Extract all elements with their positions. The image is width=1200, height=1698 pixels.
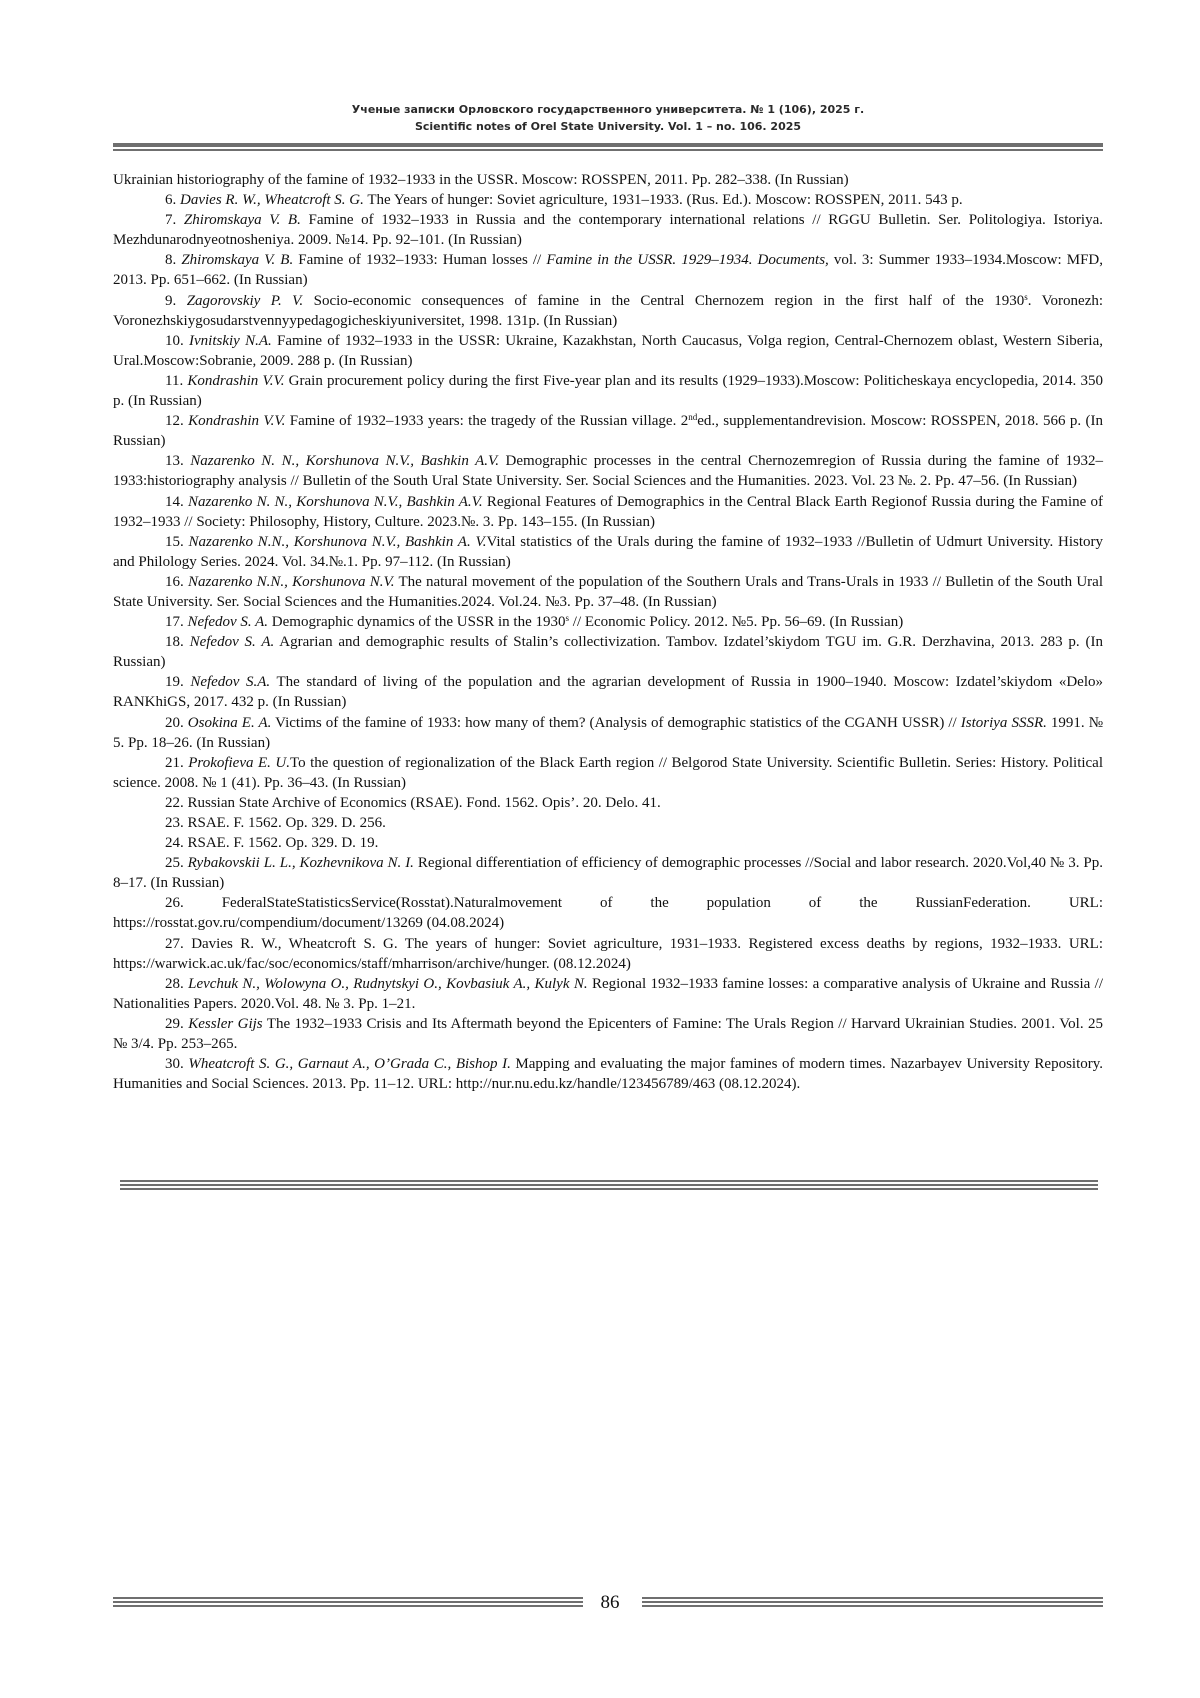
reference-item <box>113 411 1103 451</box>
reference-number: 6. <box>165 192 180 209</box>
reference-text: Russian State Archive of Economics (RSAE). Fond. 1562. Opis’. 20. Delo. 41. <box>187 794 661 811</box>
reference-superscript: s <box>1024 291 1028 302</box>
reference-author: Nefedov S. A. <box>189 634 275 651</box>
reference-author: Zhiromskaya V. B. <box>183 212 301 229</box>
reference-text: Mapping and evaluating the major famines of modern times. Nazarbayev University Repository. Humanities and Social Sciences. 2013. Pp. 11–12. URL: http://nur.nu.edu.kz/handle/123456789/463 (08.12.2024). <box>113 1056 1104 1093</box>
reference-number: 14. <box>165 493 188 510</box>
reference-text: FederalStateStatisticsService(Rosstat).Naturalmovement of the population of the RussianFederation. URL: https://rosstat.gov.ru/compendium/document/13269 (04.08.2024) <box>113 895 1104 932</box>
journal-header <box>113 101 1103 135</box>
reference-item <box>113 291 1103 331</box>
reference-author: Nazarenko N. N., Korshunova N.V., Bashkin A.V. <box>187 493 483 510</box>
reference-text: RSAE. F. 1562. Op. 329. D. 19. <box>187 835 379 852</box>
reference-text: Regional Features of Demographics in the Central Black Earth Regionof Russia during the Famine of 1932–1933 // Society: Philosophy, History, Culture. 2023.№. 3. Pp. 143–155. (In Russian) <box>113 493 1103 530</box>
reference-item <box>113 1014 1103 1054</box>
reference-item <box>113 612 1103 632</box>
reference-item <box>113 934 1103 974</box>
page-number: 86 <box>600 1592 620 1613</box>
reference-number: 19. <box>165 674 191 691</box>
reference-text: RSAE. F. 1562. Op. 329. D. 256. <box>187 815 386 831</box>
reference-text: 1991. № 5. Pp. 18–26. (In Russian) <box>113 714 1103 751</box>
reference-text: The 1932–1933 Crisis and Its Aftermath beyond the Epicenters of Famine: The Urals Region // Harvard Ukrainian Studies. 2001. Vol. 25 № 3/4. Pp. 253–265. <box>113 1015 1104 1053</box>
reference-superscript: nd <box>688 412 698 423</box>
reference-text: The Years of hunger: Soviet agriculture, 1931–1933. (Rus. Ed.). Moscow: ROSSPEN, 2011. 543 p. <box>363 192 963 209</box>
reference-author: Nefedov S. A. <box>187 614 269 631</box>
reference-number: 17. <box>165 614 188 631</box>
reference-item <box>113 833 1103 853</box>
reference-author: Rybakovskii L. L., Kozhevnikova N. I. <box>187 855 414 872</box>
reference-number: 7. <box>165 212 184 229</box>
reference-number: 10. <box>165 332 190 349</box>
reference-item <box>113 753 1103 793</box>
reference-author: Istoriya SSSR. <box>960 714 1047 731</box>
reference-text: Famine of 1932–1933 in the USSR: Ukraine, Kazakhstan, North Caucasus, Volga region, Central-Chernozem oblast, Western Siberia, Ural.Moscow:Sobranie, 2009. 288 p. (In Russian) <box>113 332 1103 369</box>
reference-text: Victims of the famine of 1933: how many of them? (Analysis of demographic statistics of the CGANH USSR) // <box>271 714 961 731</box>
reference-item <box>113 371 1103 411</box>
reference-number: 26. <box>165 895 222 912</box>
reference-number: 28. <box>165 975 189 992</box>
reference-item <box>113 210 1103 250</box>
reference-number: 27. <box>165 935 192 952</box>
reference-number: 20. <box>165 714 188 731</box>
reference-text: Regional differentiation of efficiency of demographic processes //Social and labor research. 2020.Vol,40 № 3. Pp. 8–17. (In Russian) <box>113 855 1103 892</box>
reference-item <box>113 331 1103 371</box>
reference-list <box>113 170 1103 1094</box>
reference-text: Regional 1932–1933 famine losses: a comparative analysis of Ukraine and Russia // Nationalities Papers. 2020.Vol. 48. № 3. Pp. 1–21. <box>113 975 1104 1012</box>
journal-title-russian: Ученые записки Орловского государственного университета. № 1 (106), 2025 г. <box>351 103 865 116</box>
reference-number: 9. <box>165 292 187 309</box>
header-rule <box>113 143 1103 149</box>
reference-item <box>113 492 1103 532</box>
reference-number: 11. <box>165 372 188 389</box>
reference-author: Davies R. W., Wheatcroft S. G. <box>180 192 364 209</box>
footer-rule-left <box>113 1597 583 1607</box>
reference-author: Osokina E. A. <box>187 714 272 731</box>
reference-text: // Economic Policy. 2012. №5. Pp. 56–69. (In Russian) <box>569 614 904 631</box>
reference-author: Zagorovskiy P. V. <box>186 292 304 309</box>
reference-author: Kondrashin V.V. <box>188 413 286 430</box>
reference-text: The natural movement of the population of the Southern Urals and Trans-Urals in 1933 // Bulletin of the South Ural State University. Ser. Social Sciences and the Humanities.2024. Vol.24. №3. Pp. 37–48. (In Russian) <box>113 573 1103 610</box>
reference-number: 25. <box>165 855 188 872</box>
reference-number: 8. <box>165 252 182 269</box>
reference-author: Nazarenko N.N., Korshunova N.V. <box>188 573 395 590</box>
reference-author: Zhiromskaya V. B. <box>181 252 294 269</box>
section-end-rule <box>120 1180 1098 1186</box>
reference-text: Davies R. W., Wheatcroft S. G. The years of hunger: Soviet agriculture, 1931–1933. Registered excess deaths by regions, 1932–1933. URL: https://warwick.ac.uk/fac/soc/economics/staff/mharrison/archive/hunger. (08.12.2024) <box>113 935 1104 972</box>
reference-text: Famine of 1932–1933 in Russia and the contemporary international relations // RGGU Bulletin. Ser. Politologiya. Istoriya. Mezhdunarodnyeotnosheniya. 2009. №14. Pp. 92–101. (In Russian) <box>113 212 1103 249</box>
reference-text: . Voronezh: Voronezhskiygosudarstvennyypedagogicheskiyuniversitet, 1998. 131p. (In Russian) <box>113 292 1104 329</box>
reference-text: The standard of living of the population and the agrarian development of Russia in 1900–1940. Moscow: Izdatel’skiydom «Delo» RANKhiGS, 2017. 432 p. (In Russian) <box>113 674 1104 711</box>
reference-text: Socio-economic consequences of famine in the Central Chernozem region in the first half of the 1930 <box>303 292 1025 309</box>
reference-text: Famine of 1932–1933: Human losses // <box>293 252 547 269</box>
reference-number: 16. <box>165 573 188 590</box>
reference-author: Levchuk N., Wolowyna O., Rudnytskyi O., Kovbasiuk A., Kulyk N. <box>188 975 588 992</box>
reference-item <box>113 250 1103 290</box>
reference-item <box>113 1054 1103 1094</box>
reference-text: Agrarian and demographic results of Stalin’s collectivization. Tambov. Izdatel’skiydom TGU im. G.R. Derzhavina, 2013. 283 p. (In Russian) <box>113 634 1103 671</box>
reference-item <box>113 170 1103 190</box>
reference-item <box>113 813 1103 833</box>
reference-author: Nazarenko N. N., Korshunova N.V., Bashkin A.V. <box>190 453 499 470</box>
reference-text: Vital statistics of the Urals during the famine of 1932–1933 //Bulletin of Udmurt University. History and Philology Series. 2024. Vol. 34.№.1. Pp. 97–112. (In Russian) <box>113 533 1104 570</box>
reference-number: 30. <box>165 1056 189 1073</box>
reference-item <box>113 632 1103 672</box>
reference-number: 24. <box>165 835 188 852</box>
reference-number: 12. <box>165 413 189 430</box>
reference-author: Ivnitskiy N.A. <box>189 332 272 349</box>
reference-item <box>113 672 1103 712</box>
reference-author: Famine in the USSR. 1929–1934. Documents, <box>546 252 829 269</box>
reference-text: ed., supplementandrevision. Moscow: ROSSPEN, 2018. 566 p. (In Russian) <box>113 413 1103 450</box>
reference-superscript: s <box>565 613 570 624</box>
reference-number: 23. <box>165 815 188 831</box>
reference-number: 22. <box>165 794 188 811</box>
reference-number: 29. <box>165 1015 189 1032</box>
reference-number: 18. <box>165 634 190 651</box>
reference-text: Demographic processes in the central Chernozemregion of Russia during the famine of 1932–1933:historiography analysis // Bulletin of the South Ural State University. Ser. Social Sciences and the Humanities. 2023. Vol. 23 №. 2. Pp. 47–56. (In Russian) <box>113 453 1103 490</box>
reference-author: Nazarenko N.N., Korshunova N.V., Bashkin A. V. <box>188 533 487 550</box>
reference-number: 21. <box>165 754 189 771</box>
reference-number: 13. <box>165 453 191 470</box>
reference-item <box>113 451 1103 491</box>
footer-rule-right <box>642 1597 1103 1607</box>
reference-item <box>113 853 1103 893</box>
reference-text: Ukrainian historiography of the famine of 1932–1933 in the USSR. Moscow: ROSSPEN, 2011. Pp. 282–338. (In Russian) <box>113 172 849 188</box>
reference-author: Kondrashin V.V. <box>187 372 285 389</box>
reference-author: Kessler Gijs <box>188 1015 263 1032</box>
reference-text: vol. 3: Summer 1933–1934.Moscow: MFD, 2013. Pp. 651–662. (In Russian) <box>113 252 1104 289</box>
reference-text: Famine of 1932–1933 years: the tragedy of the Russian village. 2 <box>285 413 689 430</box>
reference-item <box>113 713 1103 753</box>
reference-author: Prokofieva E. U. <box>188 754 290 771</box>
reference-author: Wheatcroft S. G., Garnaut A., O’Grada C., Bishop I. <box>188 1056 511 1073</box>
reference-text: Grain procurement policy during the first Five-year plan and its results (1929–1933).Moscow: Politicheskaya encyclopedia, 2014. 350 p. (In Russian) <box>113 372 1104 410</box>
reference-item <box>113 793 1103 813</box>
journal-title-english: Scientific notes of Orel State University. Vol. 1 – no. 106. 2025 <box>414 120 802 133</box>
reference-text: To the question of regionalization of the Black Earth region // Belgorod State University. Scientific Bulletin. Series: History. Political science. 2008. № 1 (41). Pp. 36–43. (In Russian) <box>113 754 1104 791</box>
reference-item <box>113 974 1103 1014</box>
reference-number: 15. <box>165 533 189 550</box>
reference-item <box>113 532 1103 572</box>
reference-text: Demographic dynamics of the USSR in the 1930 <box>268 614 566 631</box>
reference-item <box>113 572 1103 612</box>
reference-item <box>113 893 1103 933</box>
reference-author: Nefedov S.A. <box>190 674 271 691</box>
reference-item <box>113 190 1103 210</box>
